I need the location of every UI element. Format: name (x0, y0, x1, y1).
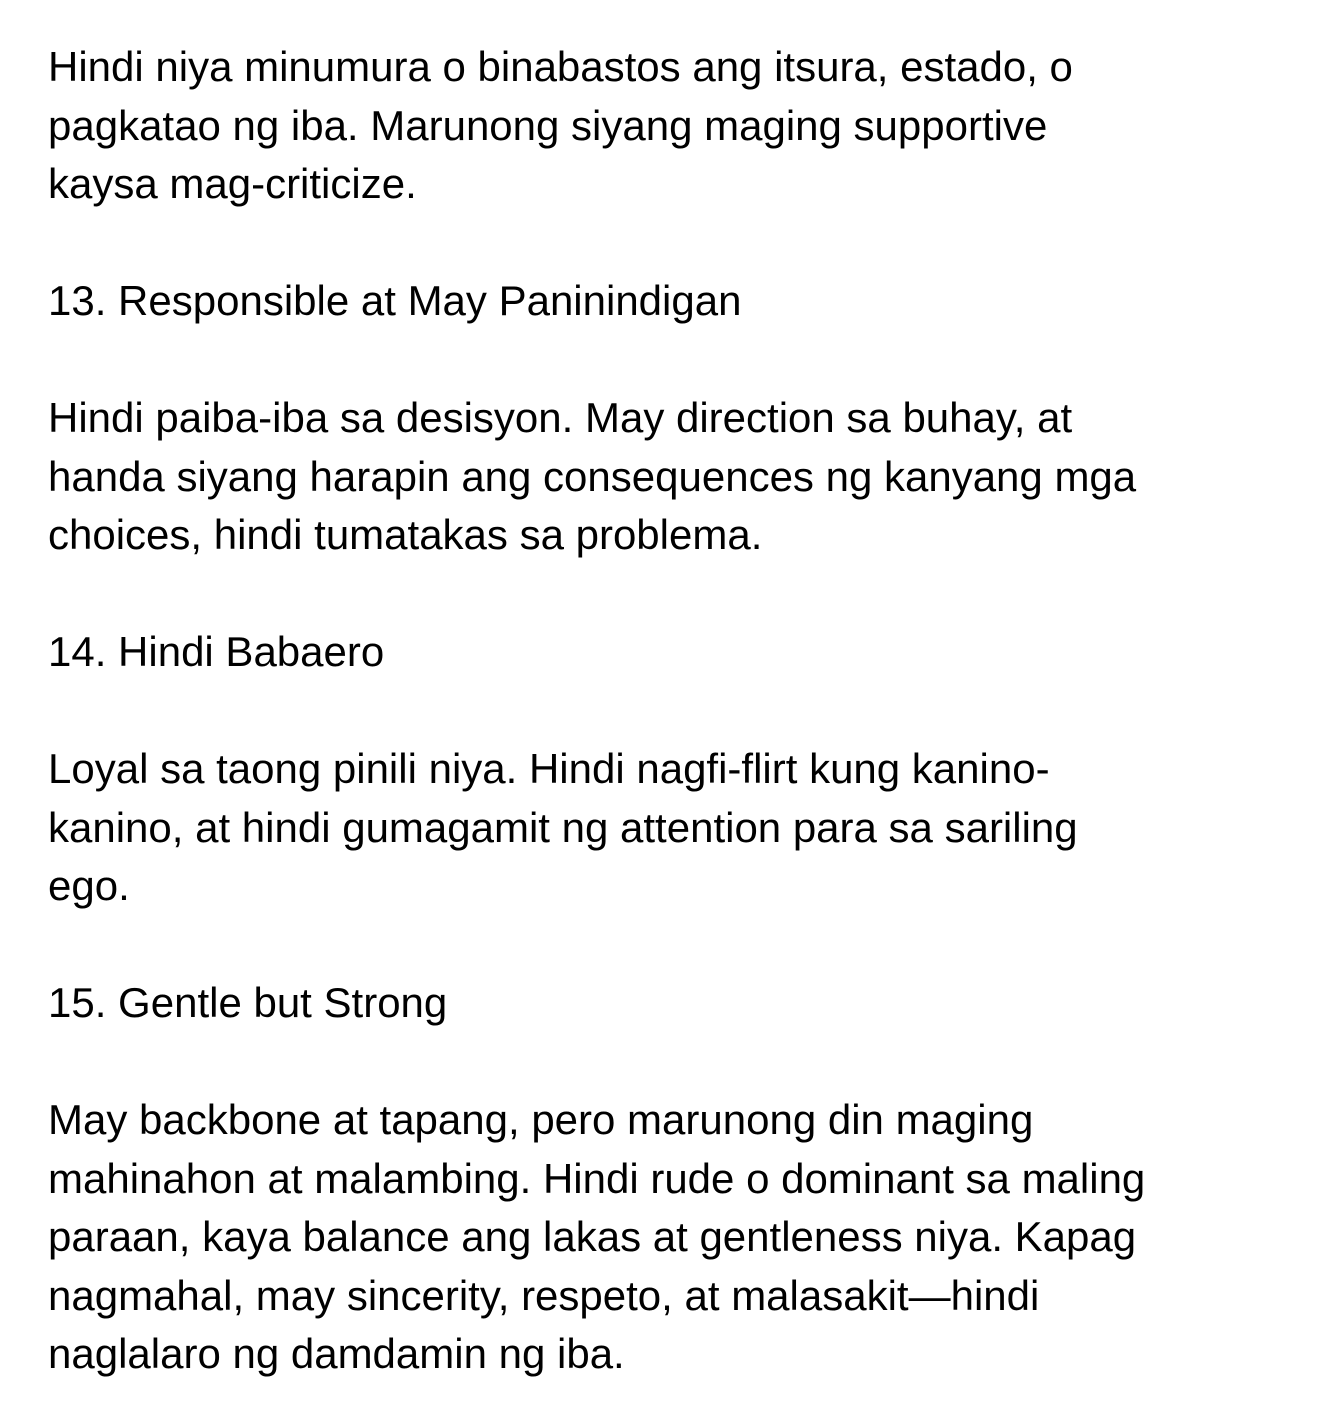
text-line: Loyal sa taong pinili niya. Hindi nagfi-flirt kung kanino- (48, 745, 1050, 792)
text-line: mahinahon at malambing. Hindi rude o dominant sa maling (48, 1154, 1146, 1202)
document-body (48, 38, 1288, 1384)
spacer (48, 682, 1288, 741)
section-heading: 14. Hindi Babaero (48, 628, 385, 675)
spacer (48, 916, 1288, 975)
text-line: May backbone at tapang, pero marunong din maging (48, 1096, 1034, 1143)
heading-15 (48, 974, 1288, 1033)
text-line: pagkatao ng iba. Marunong siyang maging supportive (48, 101, 1048, 149)
heading-14 (48, 623, 1288, 682)
spacer (48, 214, 1288, 273)
text-line: kanino, at hindi gumagamit ng attention para sa sariling (48, 803, 1078, 851)
paragraph-13 (48, 389, 1288, 565)
spacer (48, 1033, 1288, 1092)
text-line: nagmahal, may sincerity, respeto, at malasakit—hindi (48, 1271, 1040, 1319)
spacer (48, 565, 1288, 624)
paragraph-15 (48, 1091, 1288, 1384)
text-line: ego. (48, 862, 130, 909)
text-line: paraan, kaya balance ang lakas at gentleness niya. Kapag (48, 1213, 1137, 1260)
paragraph-14 (48, 740, 1288, 916)
text-line: naglalaro ng damdamin ng iba. (48, 1330, 625, 1377)
text-line: kaysa mag-criticize. (48, 160, 417, 207)
text-line: Hindi paiba-iba sa desisyon. May direction sa buhay, at (48, 394, 1073, 441)
text-line: choices, hindi tumatakas sa problema. (48, 511, 763, 558)
spacer (48, 331, 1288, 390)
paragraph-intro (48, 38, 1288, 214)
section-heading: 15. Gentle but Strong (48, 979, 448, 1026)
section-heading: 13. Responsible at May Paninindigan (48, 277, 742, 324)
heading-13 (48, 272, 1288, 331)
text-line: Hindi niya minumura o binabastos ang itsura, estado, o (48, 43, 1073, 90)
text-line: handa siyang harapin ang consequences ng kanyang mga (48, 452, 1137, 500)
